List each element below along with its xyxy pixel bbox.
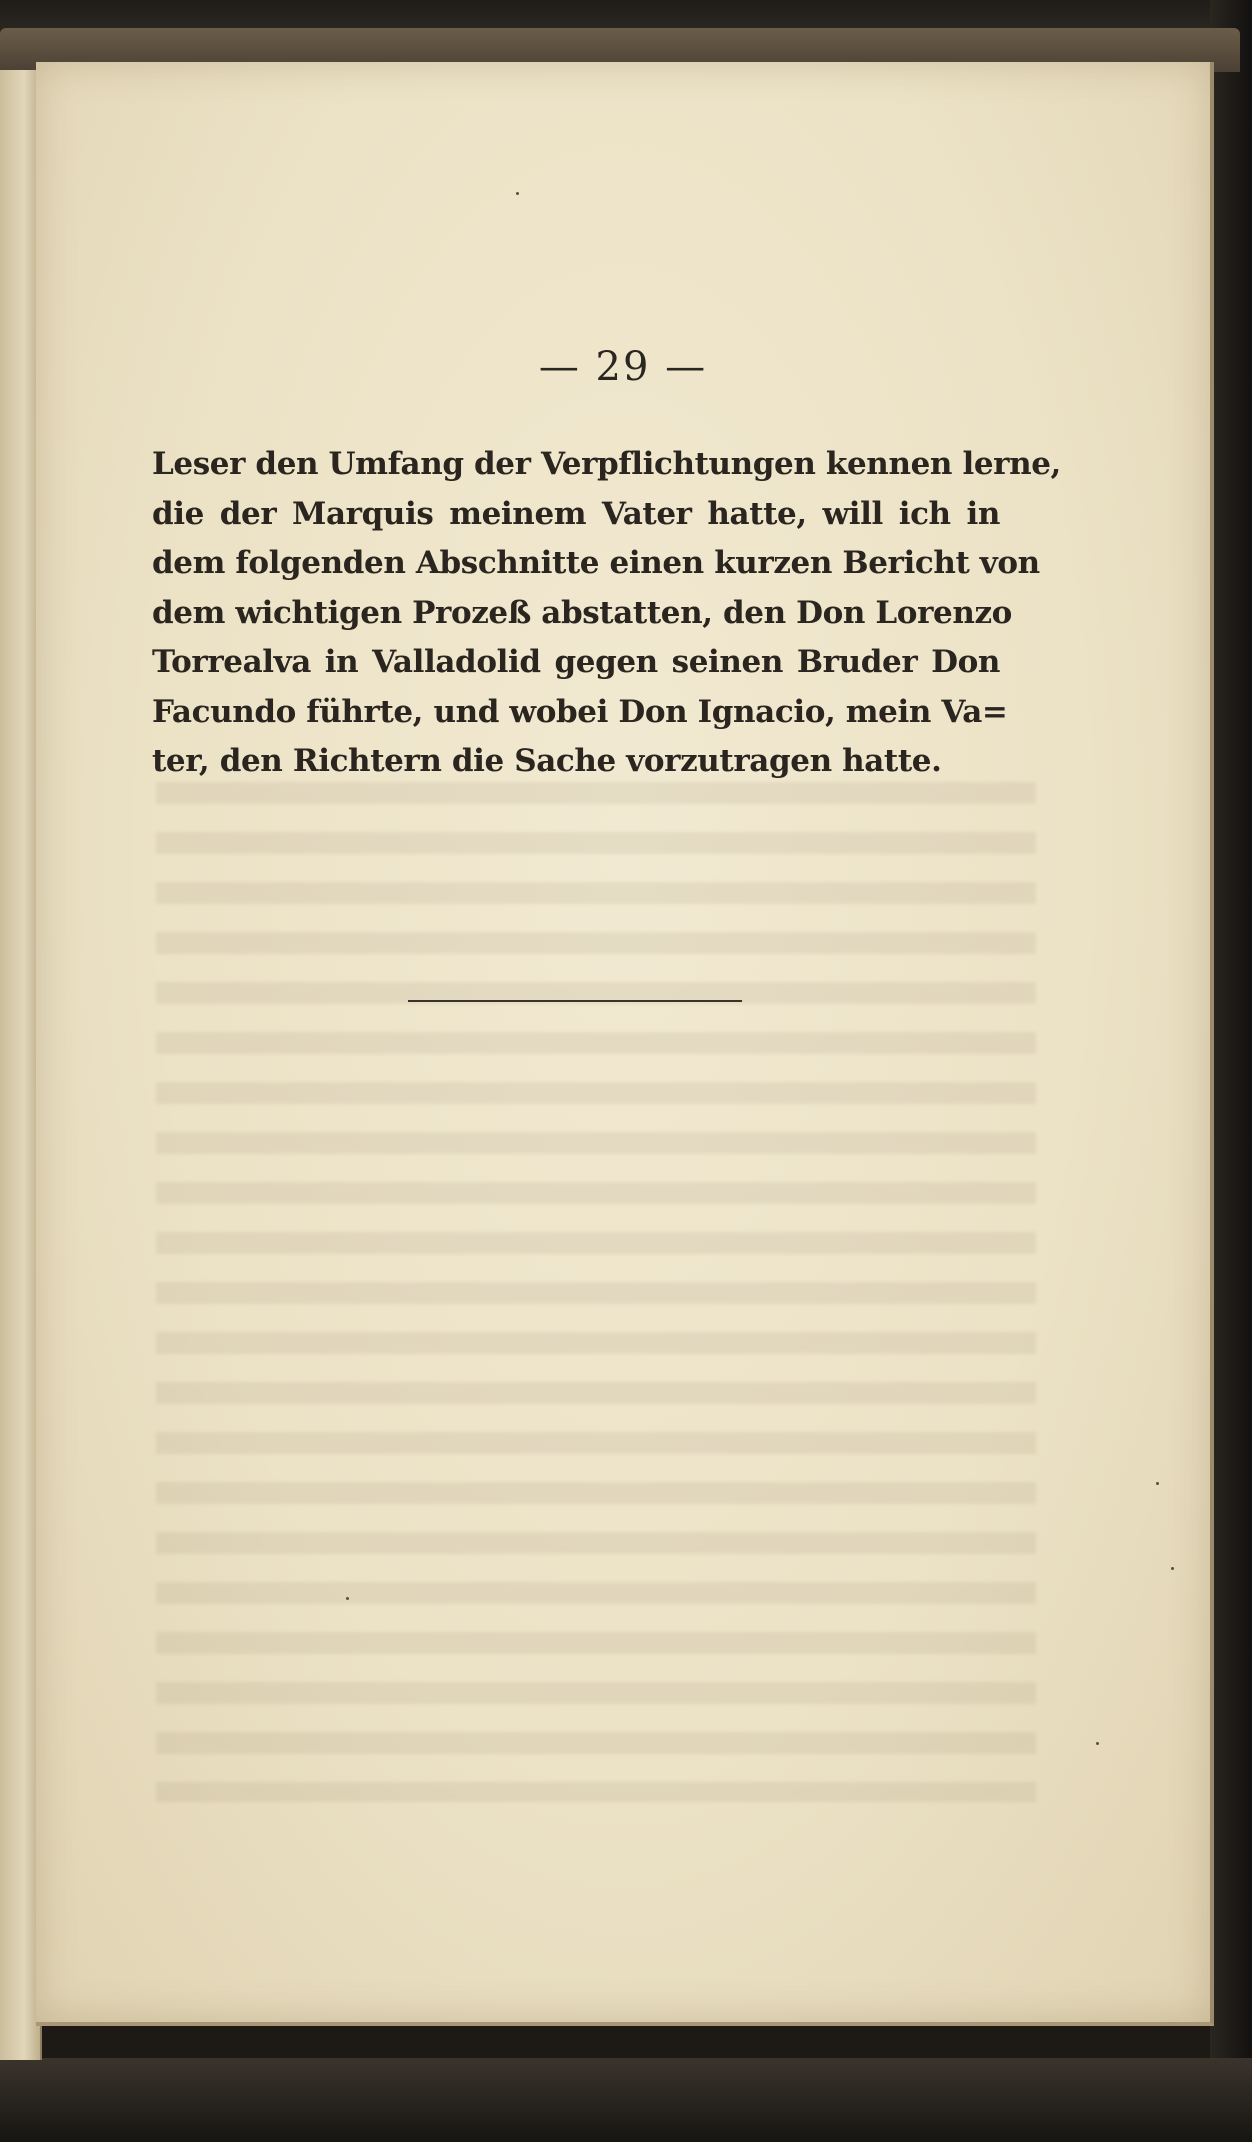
text-line: Leser den Umfang der Verpflichtungen kennen lerne, bbox=[152, 446, 1061, 482]
text-line: dem folgenden Abschnitte einen kurzen Bericht von bbox=[152, 545, 1040, 581]
body-text bbox=[152, 440, 1061, 787]
text-line: die der Marquis meinem Vater hatte, will ich in bbox=[152, 495, 1000, 532]
text-line: Torrealva in Valladolid gegen seinen Bruder Don bbox=[152, 644, 1000, 680]
text-line: ter, den Richtern die Sache vorzutragen hatte. bbox=[152, 743, 942, 779]
section-divider-rule bbox=[408, 1000, 742, 1002]
paper-speck bbox=[1096, 1742, 1099, 1745]
paper-speck bbox=[516, 192, 519, 195]
paper-speck bbox=[1156, 1482, 1159, 1485]
show-through-text bbox=[156, 782, 1036, 1802]
text-line: Facundo führte, und wobei Don Ignacio, mein Va= bbox=[152, 693, 1008, 730]
paper-speck bbox=[346, 1597, 349, 1600]
book-page bbox=[36, 62, 1214, 2026]
paper-speck bbox=[1171, 1567, 1174, 1570]
page-number-header: — 29 — bbox=[538, 344, 708, 390]
background-right bbox=[1210, 0, 1252, 2142]
text-line: dem wichtigen Prozeß abstatten, den Don Lorenzo bbox=[152, 594, 1012, 631]
background-bottom bbox=[0, 2058, 1252, 2142]
